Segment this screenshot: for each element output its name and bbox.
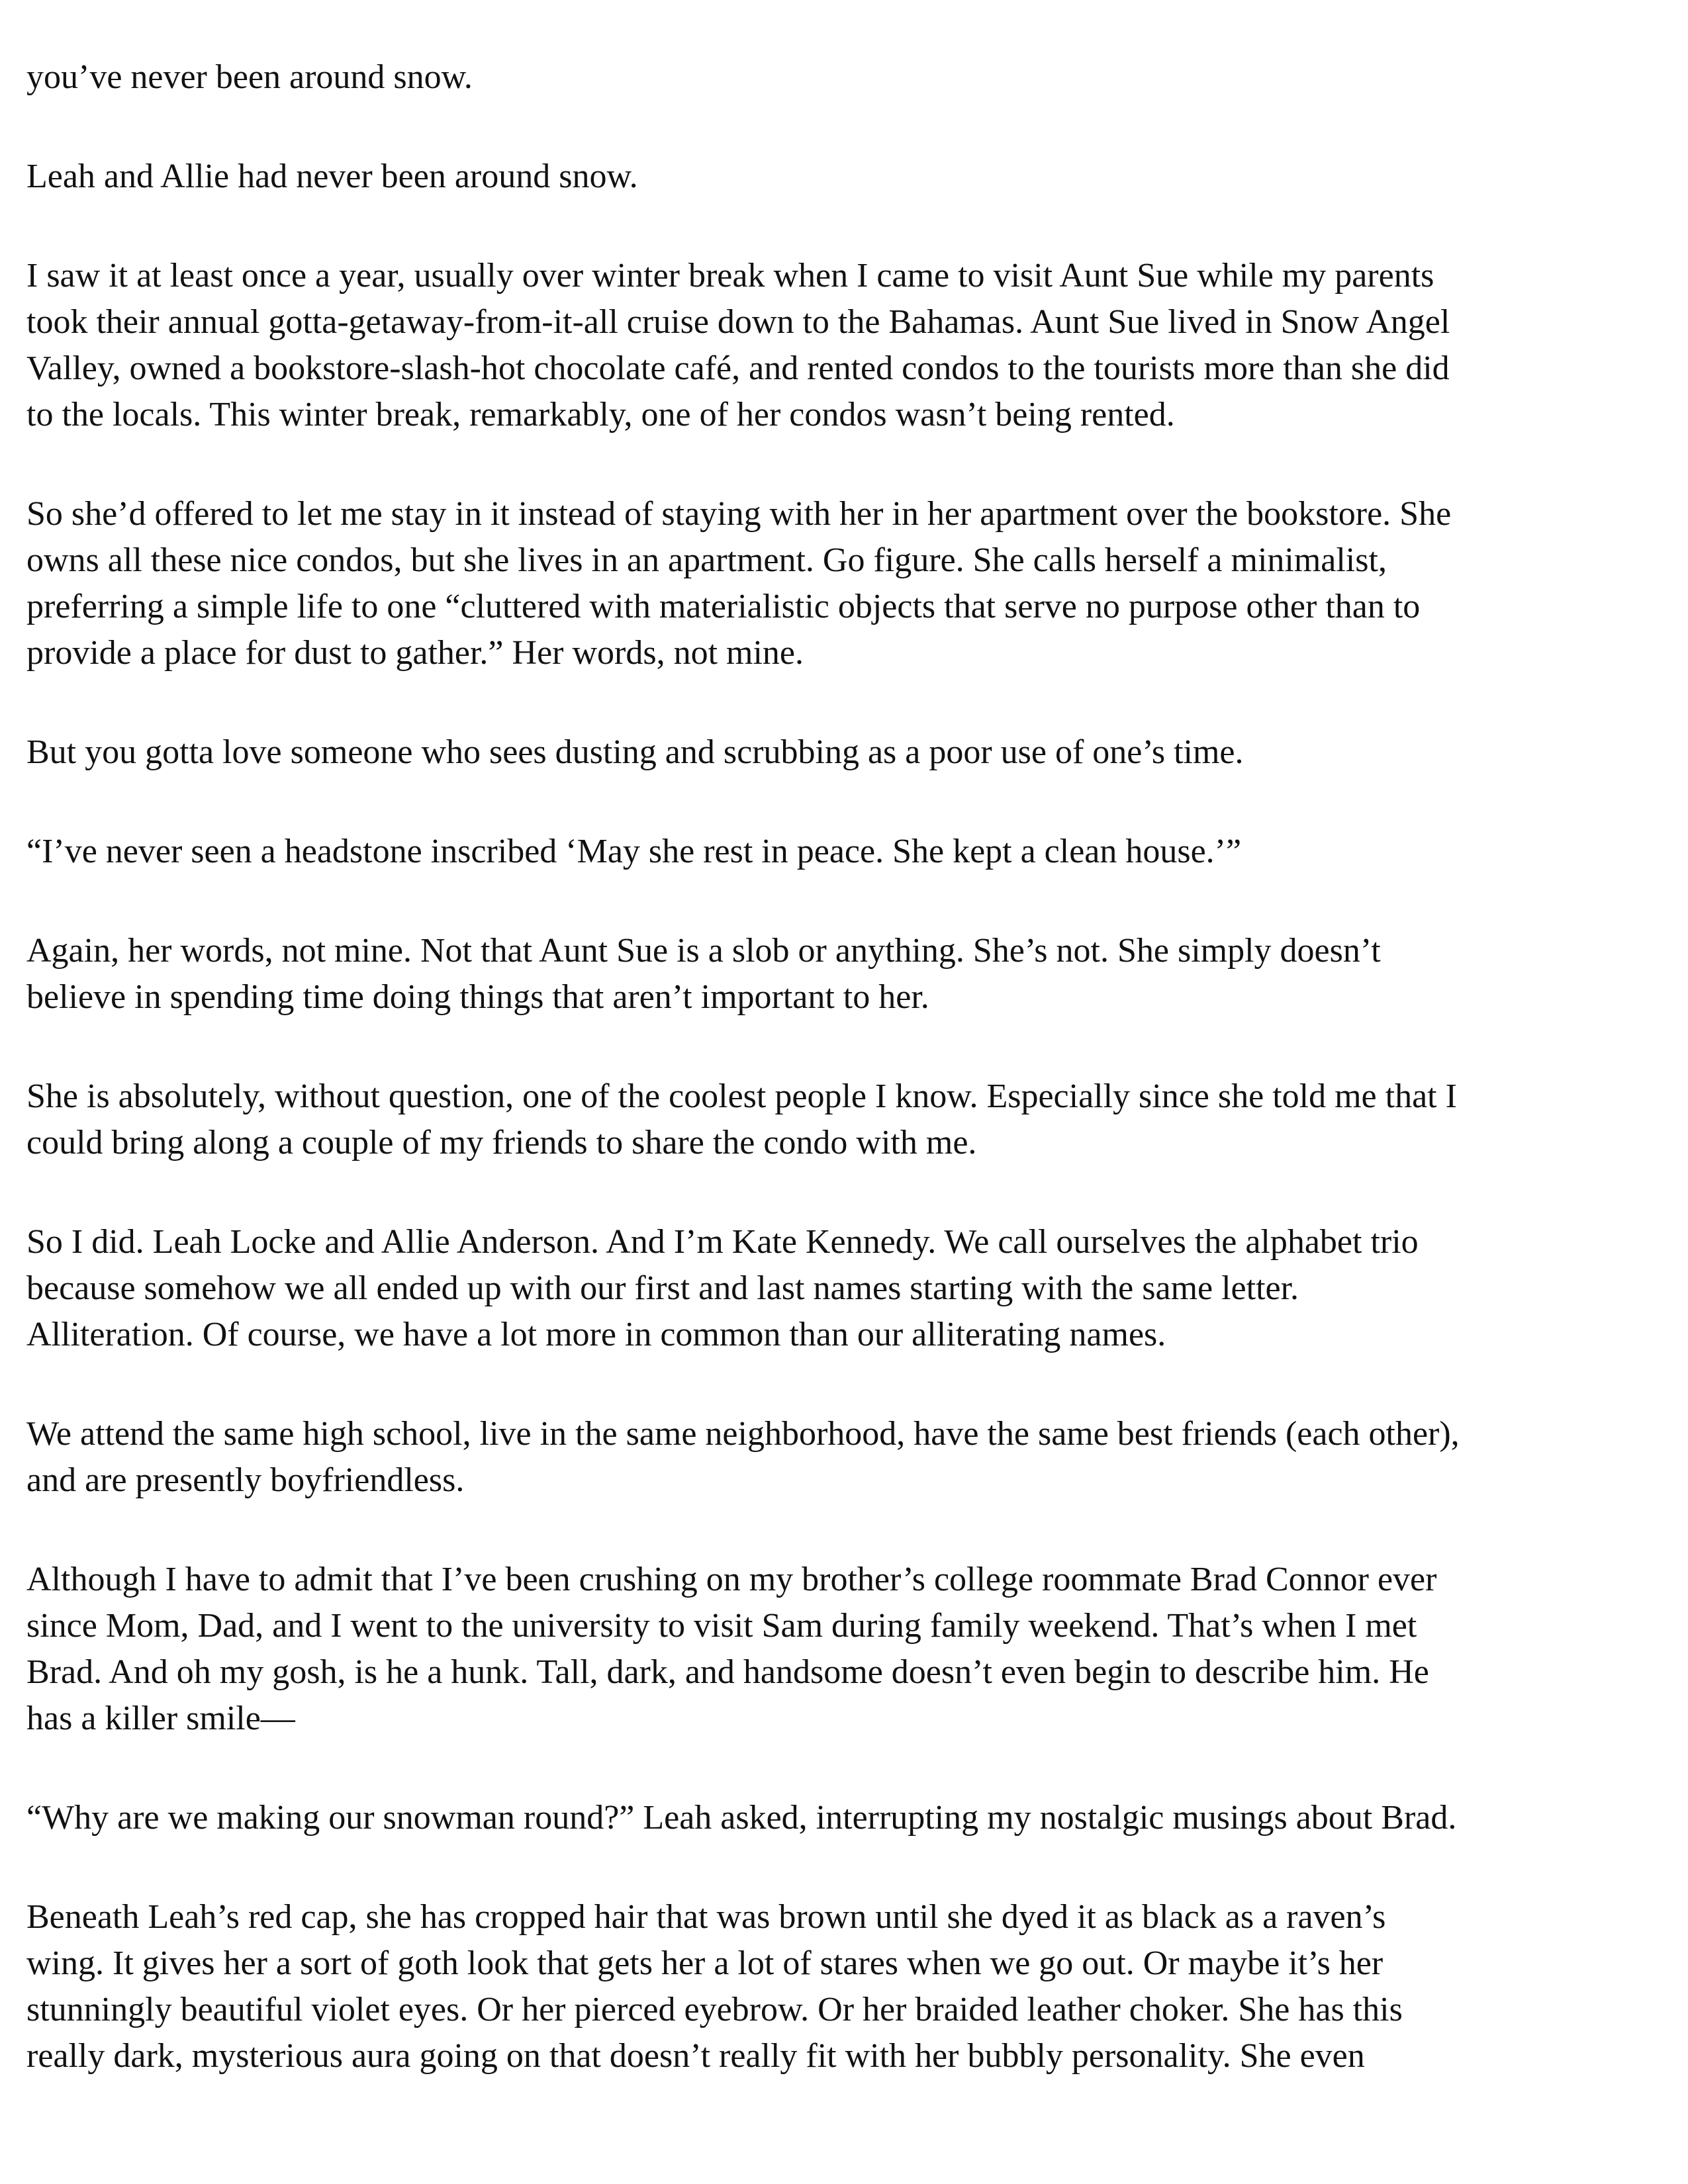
paragraph-1: you’ve never been around snow. xyxy=(26,58,473,96)
paragraph-2: Leah and Allie had never been around snow. xyxy=(26,158,638,195)
paragraph-3: I saw it at least once a year, usually over winter break when I came to visit Aunt Sue while my parents took their annual gotta-getaway-from-it-all cruise down to the Bahamas. Aunt Sue lived in Snow Angel Valley, owned a bookstore-slash-hot chocolate café, and rented condos to the tourists more than she did to the locals. This winter break, remarkably, one of her condos wasn’t being rented. xyxy=(26,257,1450,433)
paragraph-13: Beneath Leah’s red cap, she has cropped hair that was brown until she dyed it as black as a raven’s wing. It gives her a sort of goth look that gets her a lot of stares when we go out. Or maybe it’s her stunningly beautiful violet eyes. Or her pierced eyebrow. Or her braided leather choker. She has this really dark, mysterious aura going on that doesn’t really fit with her bubbly personality. She even xyxy=(26,1898,1403,2075)
paragraph-5: But you gotta love someone who sees dusting and scrubbing as a poor use of one’s time. xyxy=(26,733,1244,771)
paragraph-10: We attend the same high school, live in the same neighborhood, have the same best friends (each other), and are presently boyfriendless. xyxy=(26,1415,1460,1499)
paragraph-4: So she’d offered to let me stay in it instead of staying with her in her apartment over the bookstore. She owns all these nice condos, but she lives in an apartment. Go figure. She calls herself a minimalist, preferring a simple life to one “cluttered with materialistic objects that serve no purpose other than to provide a place for dust to gather.” Her words, not mine. xyxy=(26,495,1452,672)
paragraph-9: So I did. Leah Locke and Allie Anderson. And I’m Kate Kennedy. We call ourselves the alphabet trio because somehow we all ended up with our first and last names starting with the same letter. Alliteration. Of course, we have a lot more in common than our alliterating names. xyxy=(26,1223,1419,1353)
document-page xyxy=(26,54,1642,2079)
paragraph-8: She is absolutely, without question, one of the coolest people I know. Especially since she told me that I could bring along a couple of my friends to share the condo with me. xyxy=(26,1077,1457,1161)
paragraph-11: Although I have to admit that I’ve been crushing on my brother’s college roommate Brad Connor ever since Mom, Dad, and I went to the university to visit Sam during family weekend. That’s when I met Brad. And oh my gosh, is he a hunk. Tall, dark, and handsome doesn’t even begin to describe him. He has a killer smile— xyxy=(26,1561,1437,1737)
paragraph-7: Again, her words, not mine. Not that Aunt Sue is a slob or anything. She’s not. She simply doesn’t believe in spending time doing things that aren’t important to her. xyxy=(26,932,1381,1016)
paragraph-6: “I’ve never seen a headstone inscribed ‘May she rest in peace. She kept a clean house.’” xyxy=(26,833,1242,870)
paragraph-12: “Why are we making our snowman round?” Leah asked, interrupting my nostalgic musings about Brad. xyxy=(26,1799,1457,1837)
